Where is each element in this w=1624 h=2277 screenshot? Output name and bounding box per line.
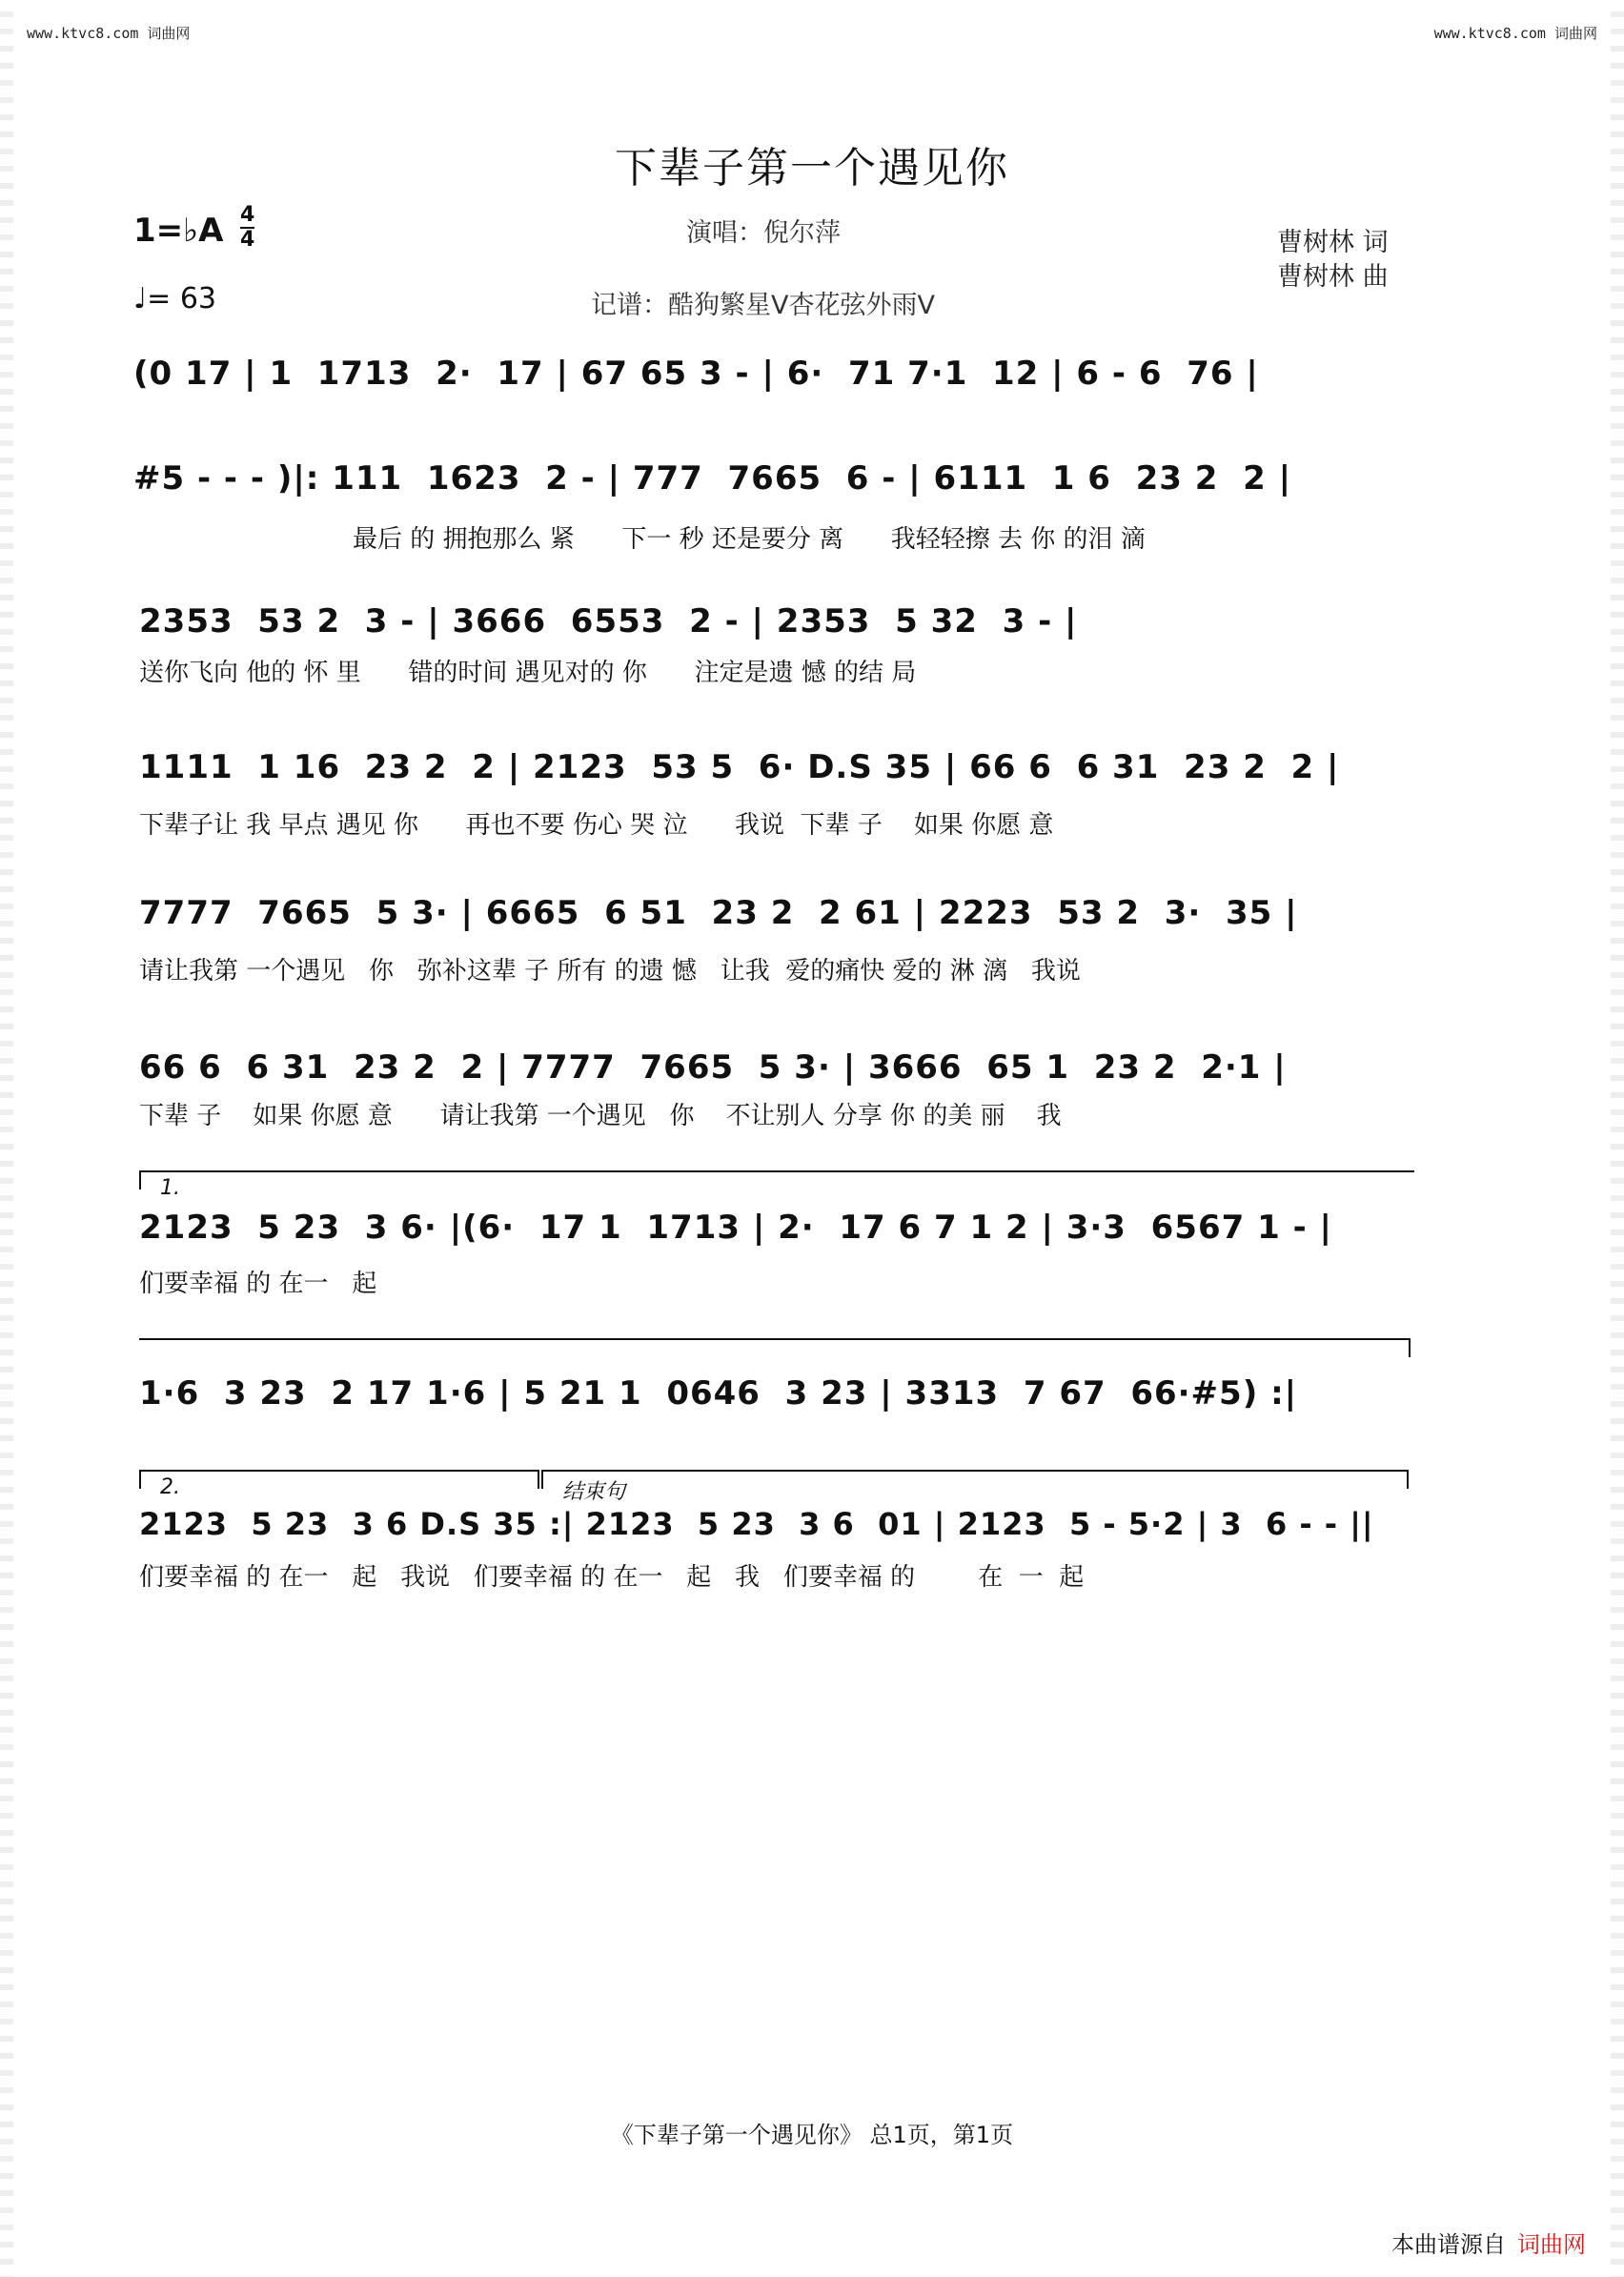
first-ending-bracket-continued — [139, 1338, 1411, 1357]
transcriber: 记谱：酷狗繁星V杏花弦外雨V — [591, 291, 935, 320]
score-row-5-notes: 7777 7665 5 3· | 6665 6 51 23 2 2 61 | 2223 53 2 3· 35 | — [139, 894, 1298, 932]
first-ending-label: 1. — [160, 1176, 180, 1200]
source-label: 本曲谱源自 — [1391, 2231, 1506, 2258]
time-signature — [240, 204, 254, 252]
score-row-4-notes: 1111 1 16 23 2 2 | 2123 53 5 6· D.S 35 | 66 6 6 31 23 2 2 | — [139, 748, 1340, 786]
time-bottom: 4 — [240, 228, 255, 252]
composer-credit: 曹树林 曲 — [1277, 262, 1389, 292]
score-row-3-notes: 2353 53 2 3 - | 3666 6553 2 - | 2353 5 32 3 - | — [139, 602, 1078, 640]
right-edge-strip — [1611, 0, 1624, 2277]
first-ending-bracket — [139, 1170, 1414, 1200]
score-row-1-notes: (0 17 | 1 1713 2· 17 | 67 65 3 - | 6· 71 7·1 12 | 6 - 6 76 | — [133, 355, 1259, 393]
tempo-marking: ♩= 63 — [133, 282, 216, 315]
song-title: 下辈子第一个遇见你 — [615, 144, 1009, 193]
header-right-link[interactable]: www.ktvc8.com 词曲网 — [1433, 25, 1597, 42]
score-row-6-notes: 66 6 6 31 23 2 2 | 7777 7665 5 3· | 3666 65 1 23 2 2·1 | — [139, 1048, 1287, 1087]
second-ending-bracket — [139, 1470, 539, 1499]
score-row-9-notes: 2123 5 23 3 6 D.S 35 :| 2123 5 23 3 6 01 | 2123 5 - 5·2 | 3 6 - - || — [139, 1506, 1374, 1542]
second-ending-label: 2. — [160, 1475, 180, 1499]
score-row-8-notes: 1·6 3 23 2 17 1·6 | 5 21 1 0646 3 23 | 3313 7 67 66·#5) :| — [139, 1374, 1298, 1413]
score-row-2-lyrics: 最后 的 拥抱那么 紧 下一 秒 还是要分 离 我轻轻擦 去 你 的泪 滴 — [353, 525, 1146, 554]
ending-phrase-bracket — [541, 1470, 1409, 1504]
score-row-6-lyrics: 下辈 子 如果 你愿 意 请让我第 一个遇见 你 不让别人 分享 你 的美 丽 我 — [139, 1102, 1062, 1130]
source-site-link[interactable]: 词曲网 — [1517, 2231, 1586, 2258]
ending-phrase-label: 结束句 — [562, 1480, 626, 1504]
key-signature: 1=♭A — [133, 212, 224, 250]
score-row-2-notes: #5 - - - )|: 111 1623 2 - | 777 7665 6 - | 6111 1 6 23 2 2 | — [133, 459, 1292, 498]
score-row-9-lyrics: 们要幸福 的 在一 起 我说 们要幸福 的 在一 起 我 们要幸福 的 在 一 起 — [139, 1563, 1085, 1592]
score-row-7-notes: 2123 5 23 3 6· |(6· 17 1 1713 | 2· 17 6 7 1 2 | 3·3 6567 1 - | — [139, 1209, 1332, 1247]
header-left-link[interactable]: www.ktvc8.com 词曲网 — [27, 25, 191, 42]
time-top: 4 — [240, 203, 255, 227]
score-row-7-lyrics: 们要幸福 的 在一 起 — [139, 1270, 377, 1298]
score-row-4-lyrics: 下辈子让 我 早点 遇见 你 再也不要 伤心 哭 泣 我说 下辈 子 如果 你愿 意 — [139, 811, 1054, 840]
lyricist-credit: 曹树林 词 — [1277, 228, 1389, 257]
score-row-3-lyrics: 送你飞向 他的 怀 里 错的时间 遇见对的 你 注定是遗 憾 的结 局 — [139, 659, 917, 687]
score-row-5-lyrics: 请让我第 一个遇见 你 弥补这辈 子 所有 的遗 憾 让我 爱的痛快 爱的 淋 漓 我说 — [139, 957, 1081, 986]
left-edge-strip — [0, 0, 13, 2277]
source-credit — [1391, 2226, 1586, 2259]
performer: 演唱：倪尔萍 — [686, 218, 841, 248]
page-footer: 《下辈子第一个遇见你》 总1页，第1页 — [610, 2122, 1014, 2148]
